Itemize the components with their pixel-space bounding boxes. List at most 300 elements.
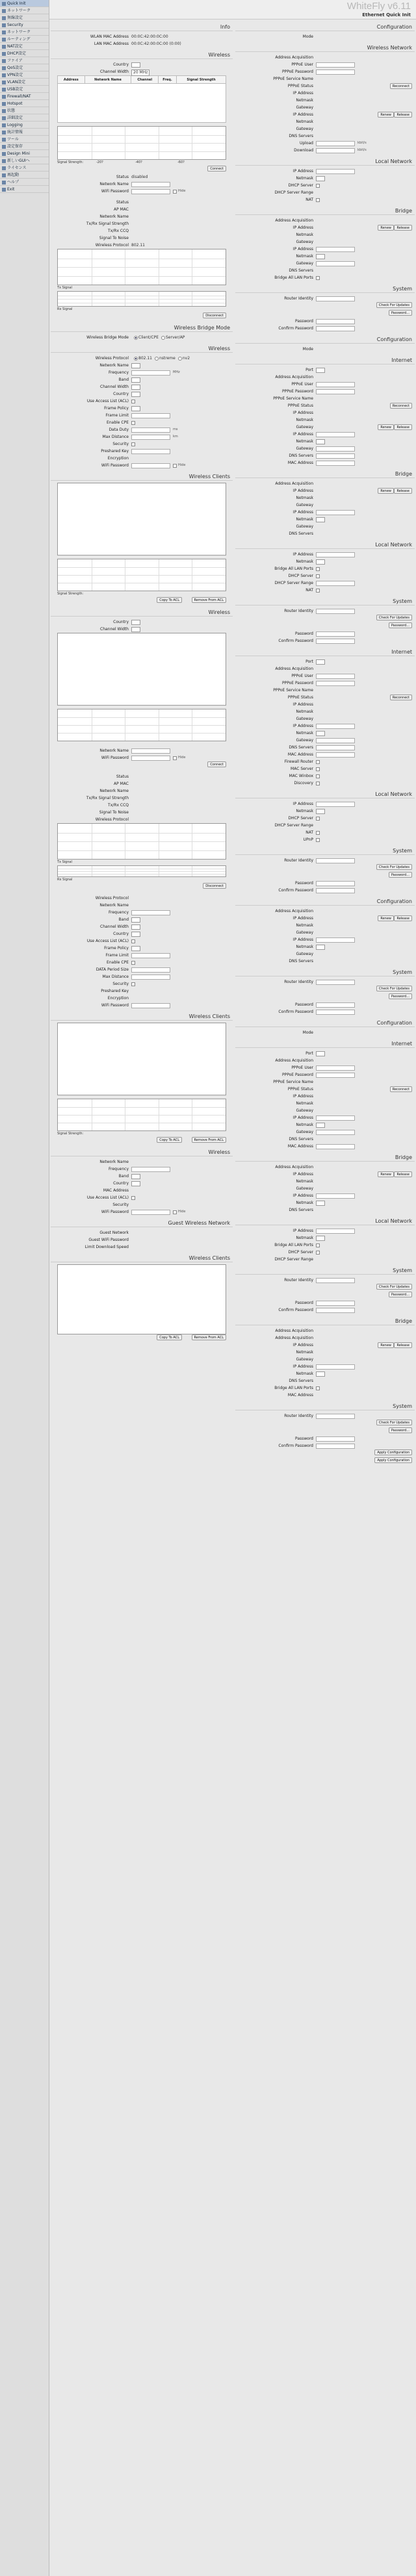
ip-address-label: IP Address: [292, 1364, 313, 1369]
password-input[interactable]: [316, 631, 355, 637]
router-identity-input[interactable]: [316, 609, 355, 614]
check-updates-button[interactable]: Check For Updates: [376, 864, 412, 870]
check-updates-button[interactable]: Check For Updates: [376, 1284, 412, 1290]
frame-policy-select[interactable]: [131, 946, 140, 951]
netmask-label: Netmask: [296, 517, 313, 522]
port-select[interactable]: [316, 659, 325, 665]
frequency-input[interactable]: [131, 910, 170, 915]
sidebar-item[interactable]: [0, 86, 49, 93]
rx-signal-label: Rx Signal: [57, 307, 73, 311]
dns-servers-label: DNS Servers: [289, 745, 313, 750]
hide-checkbox[interactable]: [173, 464, 177, 468]
panel-title: Local Network: [235, 791, 415, 798]
netmask-select[interactable]: [316, 945, 325, 950]
netmask-label: Netmask: [296, 176, 313, 181]
country-select[interactable]: [131, 1181, 140, 1186]
password-button[interactable]: Password...: [389, 993, 412, 999]
menu-icon: [2, 102, 6, 106]
remove-from-acl-button[interactable]: Remove From ACL: [192, 1334, 226, 1340]
pppoe-user-input[interactable]: [316, 382, 355, 387]
clients-table[interactable]: [57, 1264, 226, 1334]
pppoe-password-input[interactable]: [316, 681, 355, 686]
frame-limit-input[interactable]: [131, 413, 170, 418]
sidebar-item[interactable]: [0, 50, 49, 57]
security-checkbox[interactable]: [131, 442, 135, 446]
connect-button[interactable]: Connect: [207, 166, 226, 172]
chart-gridline: [58, 833, 226, 834]
release-button[interactable]: Release: [394, 1342, 412, 1348]
nat-checkbox[interactable]: [316, 589, 320, 593]
protocol-nv2-radio[interactable]: [178, 357, 182, 361]
pppoe-status-label: PPPoE Status: [287, 1087, 313, 1091]
renew-button[interactable]: Renew: [378, 488, 394, 494]
release-button[interactable]: Release: [394, 1171, 412, 1177]
check-updates-button[interactable]: Check For Updates: [376, 1420, 412, 1425]
bridge-all-lan-checkbox[interactable]: [316, 567, 320, 571]
pppoe-user-input[interactable]: [316, 62, 355, 68]
mac-address-input[interactable]: [316, 1144, 355, 1149]
security-checkbox[interactable]: [131, 982, 135, 986]
netmask-select[interactable]: [316, 1201, 325, 1206]
use-acl-checkbox[interactable]: [131, 1196, 135, 1200]
netmask-select[interactable]: [316, 254, 325, 259]
reconnect-button[interactable]: Reconnect: [390, 403, 412, 409]
gateway-input[interactable]: [316, 261, 355, 266]
netmask-select[interactable]: [316, 809, 325, 814]
menu-icon: [2, 16, 6, 20]
panel-title: System: [235, 847, 415, 855]
netmask-select[interactable]: [316, 1123, 325, 1128]
wifi-password-input[interactable]: [131, 189, 170, 194]
mac-winbox-checkbox[interactable]: [316, 774, 320, 778]
internet-panel-3: [235, 1040, 415, 1150]
sidebar-item[interactable]: [0, 57, 49, 64]
sidebar-item[interactable]: [0, 79, 49, 86]
router-identity-input[interactable]: [316, 1414, 355, 1419]
upnp-checkbox[interactable]: [316, 838, 320, 842]
password-input[interactable]: [316, 1436, 355, 1442]
local-network-panel-2: [235, 541, 415, 594]
dhcp-range-label: DHCP Server Range: [274, 190, 313, 195]
sidebar-item[interactable]: [0, 36, 49, 43]
frame-limit-input[interactable]: [131, 953, 170, 958]
col-freq[interactable]: Freq.: [159, 76, 177, 84]
ip-address-input[interactable]: [316, 1193, 355, 1199]
confirm-password-input[interactable]: [316, 1444, 355, 1449]
mode-label: Mode: [302, 347, 313, 351]
dhcp-server-checkbox[interactable]: [316, 817, 320, 821]
protocol-nstreme-label: nstreme: [159, 356, 176, 361]
mac-server-checkbox[interactable]: [316, 767, 320, 771]
ip-address-input[interactable]: [316, 169, 355, 174]
network-name-input[interactable]: [131, 748, 170, 754]
netmask-select[interactable]: [316, 1371, 325, 1377]
menu-icon: [2, 2, 6, 6]
sidebar-item-label: DHCP設定: [7, 51, 26, 56]
frame-policy-select[interactable]: [131, 406, 140, 411]
copy-to-acl-button[interactable]: Copy To ACL: [157, 1334, 182, 1340]
copy-to-acl-button[interactable]: Copy To ACL: [157, 597, 182, 603]
netmask-select[interactable]: [316, 1236, 325, 1241]
renew-button[interactable]: Renew: [378, 225, 394, 231]
data-duty-input[interactable]: [131, 427, 170, 433]
col-signal[interactable]: Signal Strength: [177, 76, 226, 84]
check-updates-button[interactable]: Check For Updates: [376, 615, 412, 620]
password-button[interactable]: Password...: [389, 622, 412, 628]
bridge-all-lan-checkbox[interactable]: [316, 1243, 320, 1247]
menu-icon: [2, 131, 6, 134]
dns-servers-label: DNS Servers: [289, 134, 313, 138]
local-network-panel-4: [235, 1218, 415, 1263]
sidebar-item[interactable]: [0, 107, 49, 114]
bridge-mode-panel: [51, 324, 233, 341]
sidebar-item-label: Hotspot: [7, 101, 23, 106]
sidebar-item[interactable]: [0, 0, 49, 7]
confirm-password-input[interactable]: [316, 639, 355, 644]
menu-icon: [2, 138, 6, 142]
check-updates-button[interactable]: Check For Updates: [376, 986, 412, 991]
sidebar-item-label: ツール: [7, 137, 19, 142]
max-distance-input[interactable]: [131, 975, 170, 980]
netmask-select[interactable]: [316, 731, 325, 736]
panel-title: Internet: [235, 648, 415, 656]
sidebar-item[interactable]: [0, 29, 49, 36]
confirm-password-input[interactable]: [316, 1010, 355, 1015]
netmask-label: Netmask: [296, 1371, 313, 1376]
frequency-input[interactable]: [131, 370, 170, 376]
sidebar-item-label: ファイア: [7, 58, 23, 63]
port-label: Port: [306, 659, 313, 664]
disconnect-button[interactable]: Disconnect: [203, 883, 226, 889]
panel-title: System: [235, 285, 415, 293]
sidebar-item-label: ネットワーク: [7, 30, 31, 34]
col-channel[interactable]: Channel: [131, 76, 159, 84]
password-label: Password: [294, 1002, 313, 1007]
sidebar-item[interactable]: [0, 114, 49, 121]
sidebar-item[interactable]: [0, 43, 49, 50]
protocol-nstreme-radio[interactable]: [155, 357, 159, 361]
sidebar-item[interactable]: [0, 14, 49, 21]
password-button[interactable]: Password...: [389, 1427, 412, 1433]
tx-signal-chart: [57, 823, 226, 860]
port-select[interactable]: [316, 368, 325, 373]
renew-button[interactable]: Renew: [378, 1342, 394, 1348]
download-input[interactable]: [316, 148, 355, 153]
sidebar-item[interactable]: [0, 21, 49, 29]
ip-address-input[interactable]: [316, 552, 355, 557]
menu-icon: [2, 95, 6, 99]
disconnect-button[interactable]: Disconnect: [203, 312, 226, 318]
upload-input[interactable]: [316, 141, 355, 146]
ip-address-input[interactable]: [316, 1116, 355, 1121]
mac-address-label: MAC Address: [287, 461, 313, 465]
channel-width-select[interactable]: 20 MHz: [131, 70, 150, 76]
renew-button[interactable]: Renew: [378, 424, 394, 430]
col-address[interactable]: Address: [58, 76, 85, 84]
network-name-input[interactable]: [131, 182, 170, 187]
password-button[interactable]: Password...: [389, 872, 412, 878]
pppoe-password-input[interactable]: [316, 1073, 355, 1078]
hide-checkbox[interactable]: [173, 1210, 177, 1214]
band-select[interactable]: [131, 377, 140, 383]
pppoe-user-input[interactable]: [316, 1065, 355, 1071]
preshared-key-input[interactable]: [131, 449, 170, 454]
reconnect-button[interactable]: Reconnect: [390, 83, 412, 89]
panel-title: Bridge: [235, 207, 415, 215]
frequency-input[interactable]: [131, 1167, 170, 1172]
password-label: Password: [294, 1301, 313, 1305]
sidebar-item[interactable]: [0, 157, 49, 164]
security-label: Security: [112, 1203, 129, 1207]
ip-address-input[interactable]: [316, 432, 355, 437]
protocol-802-11-radio[interactable]: [134, 357, 138, 361]
netmask-select[interactable]: [316, 439, 325, 444]
use-acl-checkbox[interactable]: [131, 939, 135, 943]
confirm-password-input[interactable]: [316, 888, 355, 893]
ip-address-input[interactable]: [316, 937, 355, 943]
ip-address-label: IP Address: [292, 937, 313, 942]
panel-title: Wireless Clients: [51, 1255, 233, 1262]
chart-gridline: [58, 1107, 226, 1108]
ip-address-label: IP Address: [292, 91, 313, 96]
renew-button[interactable]: Renew: [378, 112, 394, 118]
renew-button[interactable]: Renew: [378, 915, 394, 921]
gateway-input[interactable]: [316, 446, 355, 452]
country-select[interactable]: [131, 620, 140, 625]
mac-address-input[interactable]: [316, 752, 355, 758]
password-input[interactable]: [316, 319, 355, 324]
network-name-select[interactable]: [131, 363, 140, 368]
enable-cpe-checkbox[interactable]: [131, 961, 135, 965]
router-identity-input[interactable]: [316, 980, 355, 985]
nat-checkbox[interactable]: [316, 831, 320, 835]
release-button[interactable]: Release: [394, 915, 412, 921]
sidebar-item-label: Logging: [7, 123, 23, 127]
wifi-password-input[interactable]: [131, 1003, 170, 1008]
pppoe-password-label: PPPoE Password: [281, 681, 313, 685]
sidebar-item[interactable]: [0, 172, 49, 179]
check-updates-button[interactable]: Check For Updates: [376, 302, 412, 308]
sidebar-item-label: Security: [7, 23, 23, 27]
reconnect-button[interactable]: Reconnect: [390, 1086, 412, 1092]
col-network-name[interactable]: Network Name: [84, 76, 131, 84]
wifi-password-input[interactable]: [131, 463, 170, 468]
sidebar-item[interactable]: [0, 136, 49, 143]
sidebar-item[interactable]: [0, 121, 49, 129]
gateway-label: Gateway: [296, 952, 313, 956]
tick: -60?: [177, 160, 185, 164]
country-select[interactable]: [131, 62, 140, 68]
tx-signal-label: Tx Signal: [57, 286, 72, 290]
password-button[interactable]: Password...: [389, 1292, 412, 1297]
password-button[interactable]: Password...: [389, 310, 412, 316]
netmask-select[interactable]: [316, 176, 325, 181]
menu-icon: [2, 59, 6, 63]
menu-icon: [2, 52, 6, 56]
password-input[interactable]: [316, 881, 355, 886]
release-button[interactable]: Release: [394, 112, 412, 118]
gateway-label: Gateway: [296, 1108, 313, 1113]
password-label: Password: [294, 319, 313, 324]
ip-address-input[interactable]: [316, 510, 355, 515]
discovery-checkbox[interactable]: [316, 782, 320, 785]
ip-address-input[interactable]: [316, 1364, 355, 1370]
ip-address-input[interactable]: [316, 1229, 355, 1234]
sidebar-item[interactable]: [0, 150, 49, 157]
address-source-label: Address Acquisition: [275, 1336, 313, 1340]
bridge-panel-1: [235, 207, 415, 281]
max-distance-input[interactable]: [131, 435, 170, 440]
dhcp-server-checkbox[interactable]: [316, 184, 320, 188]
enable-cpe-checkbox[interactable]: [131, 421, 135, 425]
configuration-panel-2: [235, 336, 415, 353]
gateway-input[interactable]: [316, 1130, 355, 1135]
scan-table-body[interactable]: [57, 84, 226, 123]
use-acl-checkbox[interactable]: [131, 400, 135, 403]
release-button[interactable]: Release: [394, 488, 412, 494]
sidebar-item[interactable]: [0, 7, 49, 14]
release-button[interactable]: Release: [394, 225, 412, 231]
system-panel-5: [235, 1267, 415, 1314]
bridge-all-lan-checkbox[interactable]: [316, 1386, 320, 1390]
ip-address-label: IP Address: [292, 552, 313, 557]
ip-address-input[interactable]: [316, 247, 355, 252]
confirm-password-input[interactable]: [316, 326, 355, 331]
sidebar-item[interactable]: [0, 93, 49, 100]
pppoe-user-input[interactable]: [316, 674, 355, 679]
dns-servers-label: DNS Servers: [289, 268, 313, 273]
password-input[interactable]: [316, 1002, 355, 1008]
netmask-select[interactable]: [316, 559, 325, 565]
status-label: Status: [116, 774, 129, 779]
country-label: Country: [113, 62, 129, 67]
snr-label: Signal To Noise: [99, 810, 129, 815]
mac-address-input[interactable]: [316, 461, 355, 466]
band-select[interactable]: [131, 1174, 140, 1179]
wifi-password-input[interactable]: [131, 756, 170, 761]
remove-from-acl-button[interactable]: Remove From ACL: [192, 1137, 226, 1143]
netmask-label: Netmask: [296, 98, 313, 103]
pppoe-password-input[interactable]: [316, 389, 355, 394]
mac-address-label: MAC Address: [103, 1188, 129, 1193]
dns-servers-label: DNS Servers: [289, 453, 313, 458]
menu-icon: [2, 81, 6, 84]
port-select[interactable]: [316, 1051, 325, 1056]
dhcp-server-checkbox[interactable]: [316, 1251, 320, 1255]
hide-checkbox[interactable]: [173, 190, 177, 194]
country-select[interactable]: [131, 392, 140, 397]
sidebar-item[interactable]: [0, 179, 49, 186]
gateway-label: Gateway: [296, 261, 313, 266]
router-identity-input[interactable]: [316, 858, 355, 863]
netmask-label: Netmask: [296, 945, 313, 949]
password-input[interactable]: [316, 1301, 355, 1306]
apply-configuration-button[interactable]: Apply Configuration: [374, 1449, 412, 1455]
dns-servers-label: DNS Servers: [289, 1208, 313, 1212]
dhcp-server-checkbox[interactable]: [316, 574, 320, 578]
menu-icon: [2, 173, 6, 177]
client-cpe-radio[interactable]: [134, 336, 138, 340]
dns-servers-input[interactable]: [316, 453, 355, 459]
scan-table[interactable]: [57, 633, 226, 706]
tx-rx-ccq-label: Tx/Rx CCQ: [108, 803, 129, 808]
data-duty-input[interactable]: [131, 967, 170, 973]
nat-checkbox[interactable]: [316, 198, 320, 202]
gateway-label: Gateway: [296, 105, 313, 110]
channel-width-select[interactable]: [131, 925, 140, 930]
release-button[interactable]: Release: [394, 424, 412, 430]
ip-address-label: IP Address: [292, 1229, 313, 1233]
netmask-select[interactable]: [316, 517, 325, 522]
router-identity-label: Router Identity: [284, 296, 313, 301]
sidebar: [0, 0, 49, 2576]
sidebar-item[interactable]: [0, 164, 49, 172]
panel-title: Wireless: [51, 345, 233, 353]
ip-address-label: IP Address: [292, 411, 313, 415]
ip-address-input[interactable]: [316, 802, 355, 807]
rx-signal-label: Rx Signal: [57, 878, 73, 882]
frequency-label: Frequency: [109, 1167, 129, 1171]
wireless-panel-5: [51, 1149, 233, 1216]
confirm-password-label: Confirm Password: [278, 639, 313, 643]
clients-table[interactable]: [57, 483, 226, 555]
apply-configuration-button-2[interactable]: Apply Configuration: [374, 1457, 412, 1463]
sidebar-item[interactable]: [0, 100, 49, 107]
gateway-label: Gateway: [296, 503, 313, 507]
menu-icon: [2, 166, 6, 170]
dns-servers-input[interactable]: [316, 745, 355, 750]
country-select[interactable]: [131, 932, 140, 937]
dhcp-range-input[interactable]: [316, 581, 355, 586]
chart-gridline: [58, 135, 226, 136]
sidebar-item[interactable]: [0, 129, 49, 136]
channel-width-select[interactable]: [131, 385, 140, 390]
clients-table[interactable]: [57, 1023, 226, 1095]
band-select[interactable]: [131, 917, 140, 923]
remove-from-acl-button[interactable]: Remove From ACL: [192, 597, 226, 603]
wifi-password-input[interactable]: [131, 1210, 170, 1215]
address-acquisition-label: Address Acquisition: [275, 375, 313, 379]
channel-width-select[interactable]: [131, 627, 140, 632]
server-ap-radio[interactable]: [161, 336, 165, 340]
chart-gridline: [58, 575, 226, 576]
sidebar-item[interactable]: [0, 143, 49, 150]
confirm-password-label: Confirm Password: [278, 1444, 313, 1448]
firewall-router-checkbox[interactable]: [316, 760, 320, 764]
sidebar-item[interactable]: [0, 64, 49, 71]
pppoe-password-input[interactable]: [316, 70, 355, 75]
renew-button[interactable]: Renew: [378, 1171, 394, 1177]
connect-button[interactable]: Connect: [207, 761, 226, 767]
ip-address-input[interactable]: [316, 724, 355, 729]
ip-address-label: IP Address: [292, 225, 313, 230]
pppoe-password-label: PPPoE Password: [281, 70, 313, 74]
bridge-all-lan-checkbox[interactable]: [316, 276, 320, 280]
band-label: Band: [118, 377, 129, 382]
header: [49, 0, 416, 19]
hide-label: Hide: [178, 756, 186, 759]
hide-checkbox[interactable]: [173, 756, 177, 760]
sidebar-item[interactable]: [0, 71, 49, 79]
address-acquisition-label: Address Acquisition: [275, 481, 313, 486]
gateway-input[interactable]: [316, 738, 355, 743]
router-identity-input[interactable]: [316, 296, 355, 301]
confirm-password-input[interactable]: [316, 1308, 355, 1313]
copy-to-acl-button[interactable]: Copy To ACL: [157, 1137, 182, 1143]
router-identity-input[interactable]: [316, 1278, 355, 1283]
reconnect-button[interactable]: Reconnect: [390, 695, 412, 700]
sidebar-item[interactable]: [0, 186, 49, 193]
